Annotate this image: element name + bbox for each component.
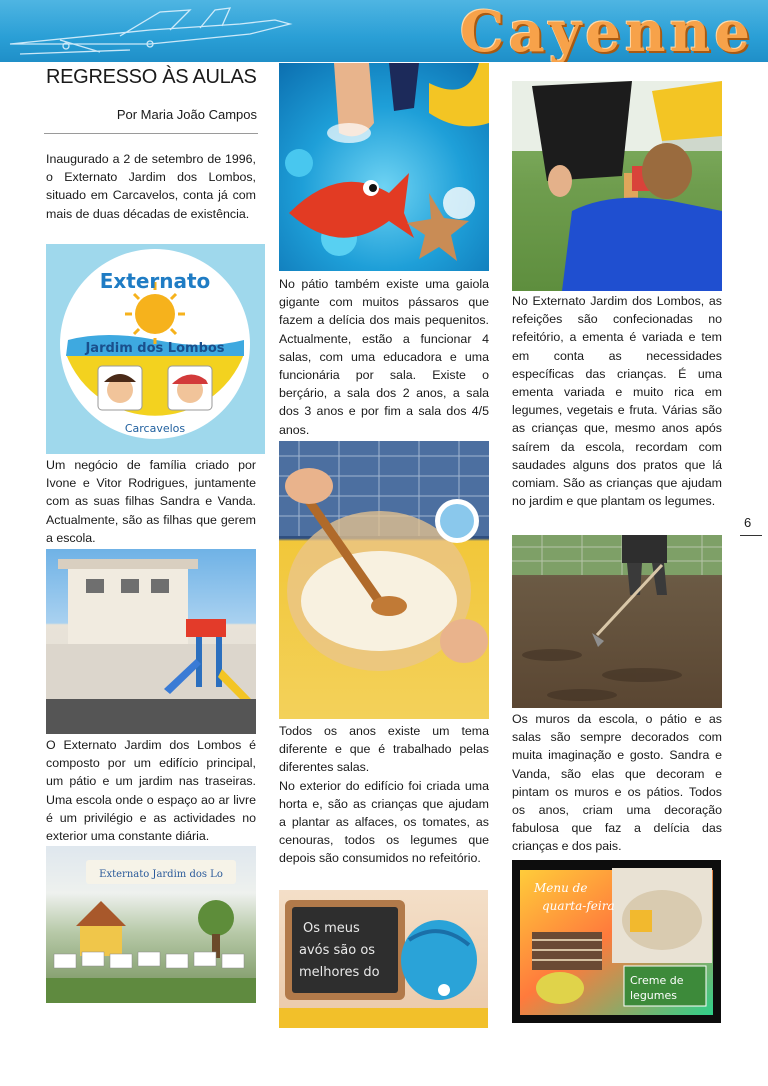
- pool-illustration: [279, 63, 489, 271]
- title-divider: [44, 133, 258, 134]
- painted-wall-photo: [46, 846, 256, 1003]
- water-play-photo: [279, 63, 489, 271]
- airplane-illustration: [0, 0, 300, 62]
- menu-title-line1: Menu de: [534, 881, 588, 895]
- slate-text-line2: avós são os: [299, 943, 376, 958]
- weekly-menu-image: [512, 860, 721, 1023]
- logo-subtitle: Jardim dos Lombos: [85, 341, 225, 356]
- slate-text-line3: melhores do: [299, 965, 380, 980]
- paragraph-walls: Os muros da escola, o pátio e as salas são sempre decorados com muita imaginação e gosto. Sandra e Vanda, são elas que decoram e pintam os muros e os pátios. Todos os anos, criam uma decoração fabulosa que faz a delícia das crianças e dos pais.: [512, 712, 722, 854]
- school-logo-graphic: [46, 244, 265, 454]
- garden-illustration: [512, 535, 722, 708]
- menu-illustration: [512, 860, 721, 1023]
- paragraph-intro: Inaugurado a 2 de setembro de 1996, o Externato Jardim dos Lombos, situado em Carcavelos, conta já com mais de duas décadas de existência.: [46, 152, 256, 221]
- logo-name: Externato: [99, 269, 211, 293]
- school-building-photo: [46, 549, 256, 734]
- page-number-rule: [740, 535, 762, 536]
- vegetable-garden-photo: [512, 535, 722, 708]
- mural-illustration: [46, 846, 256, 1003]
- paragraph-theme: [279, 722, 489, 868]
- article-title: REGRESSO ÀS AULAS: [46, 66, 257, 88]
- bowl-illustration: [279, 441, 489, 719]
- grandparents-slate-photo: [279, 890, 488, 1028]
- slate-illustration: [279, 890, 488, 1028]
- menu-caption-line2: legumes: [630, 989, 677, 1002]
- article-byline: Por Maria João Campos: [116, 107, 257, 122]
- menu-caption-line1: Creme de: [630, 974, 684, 987]
- paragraph-meals: No Externato Jardim dos Lombos, as refeições são confecionadas no refeitório, a ementa é variada e tem em conta as necessidades específicas das crianças. É uma ementa variada e muito rica em legumes, vegetais e fruta. Várias são as crianças que, mesmo anos após saírem da escola, recordam com saudades alguns dos pratos que lá comiam. São as crianças que ajudam no jardim e que plantam os legumes.: [512, 294, 722, 509]
- graduation-illustration: [512, 81, 722, 291]
- page-number: 6: [744, 515, 752, 530]
- cooking-activity-photo: [279, 441, 489, 719]
- paragraph-garden: No exterior do edifício foi criada uma horta e, são as crianças que ajudam a plantar as alfaces, os tomates, as cenouras, todos os legumes que depois são consumidos no refeitório.: [279, 778, 489, 866]
- paragraph-patio: No pátio também existe uma gaiola gigante com muitos pássaros que fazem a delícia dos mais pequenitos. Actualmente, estão a funcionar 4 salas, com uma educadora e uma funcionária por sala. Existe o berçário, a sala dos 2 anos, a sala dos 3 anos e por fim a sala dos 4/5 anos.: [279, 277, 489, 437]
- header-banner: [0, 0, 768, 62]
- school-logo-image: [46, 244, 265, 454]
- paragraph-theme-text: Todos os anos existe um tema diferente e que é trabalhado pelas diferentes salas.: [279, 724, 489, 775]
- building-illustration: [46, 549, 256, 734]
- graduation-photo: [512, 81, 722, 291]
- magazine-title: Cayenne: [459, 0, 754, 62]
- logo-location: Carcavelos: [124, 422, 186, 435]
- mural-sign: Externato Jardim dos Lo: [99, 869, 223, 880]
- menu-title-line2: quarta-feira: [542, 899, 615, 913]
- paragraph-building: O Externato Jardim dos Lombos é composto por um edifício principal, um pátio e um jardim nas traseiras. Uma escola onde o espaço ao ar livre é um privilégio e as actividades no exterior uma constante diária.: [46, 738, 256, 844]
- paragraph-family: Um negócio de família criado por Ivone e Vitor Rodrigues, juntamente com as suas filhas Sandra e Vanda. Actualmente, são as filhas que gerem a escola.: [46, 458, 256, 545]
- slate-text-line1: Os meus: [303, 921, 360, 936]
